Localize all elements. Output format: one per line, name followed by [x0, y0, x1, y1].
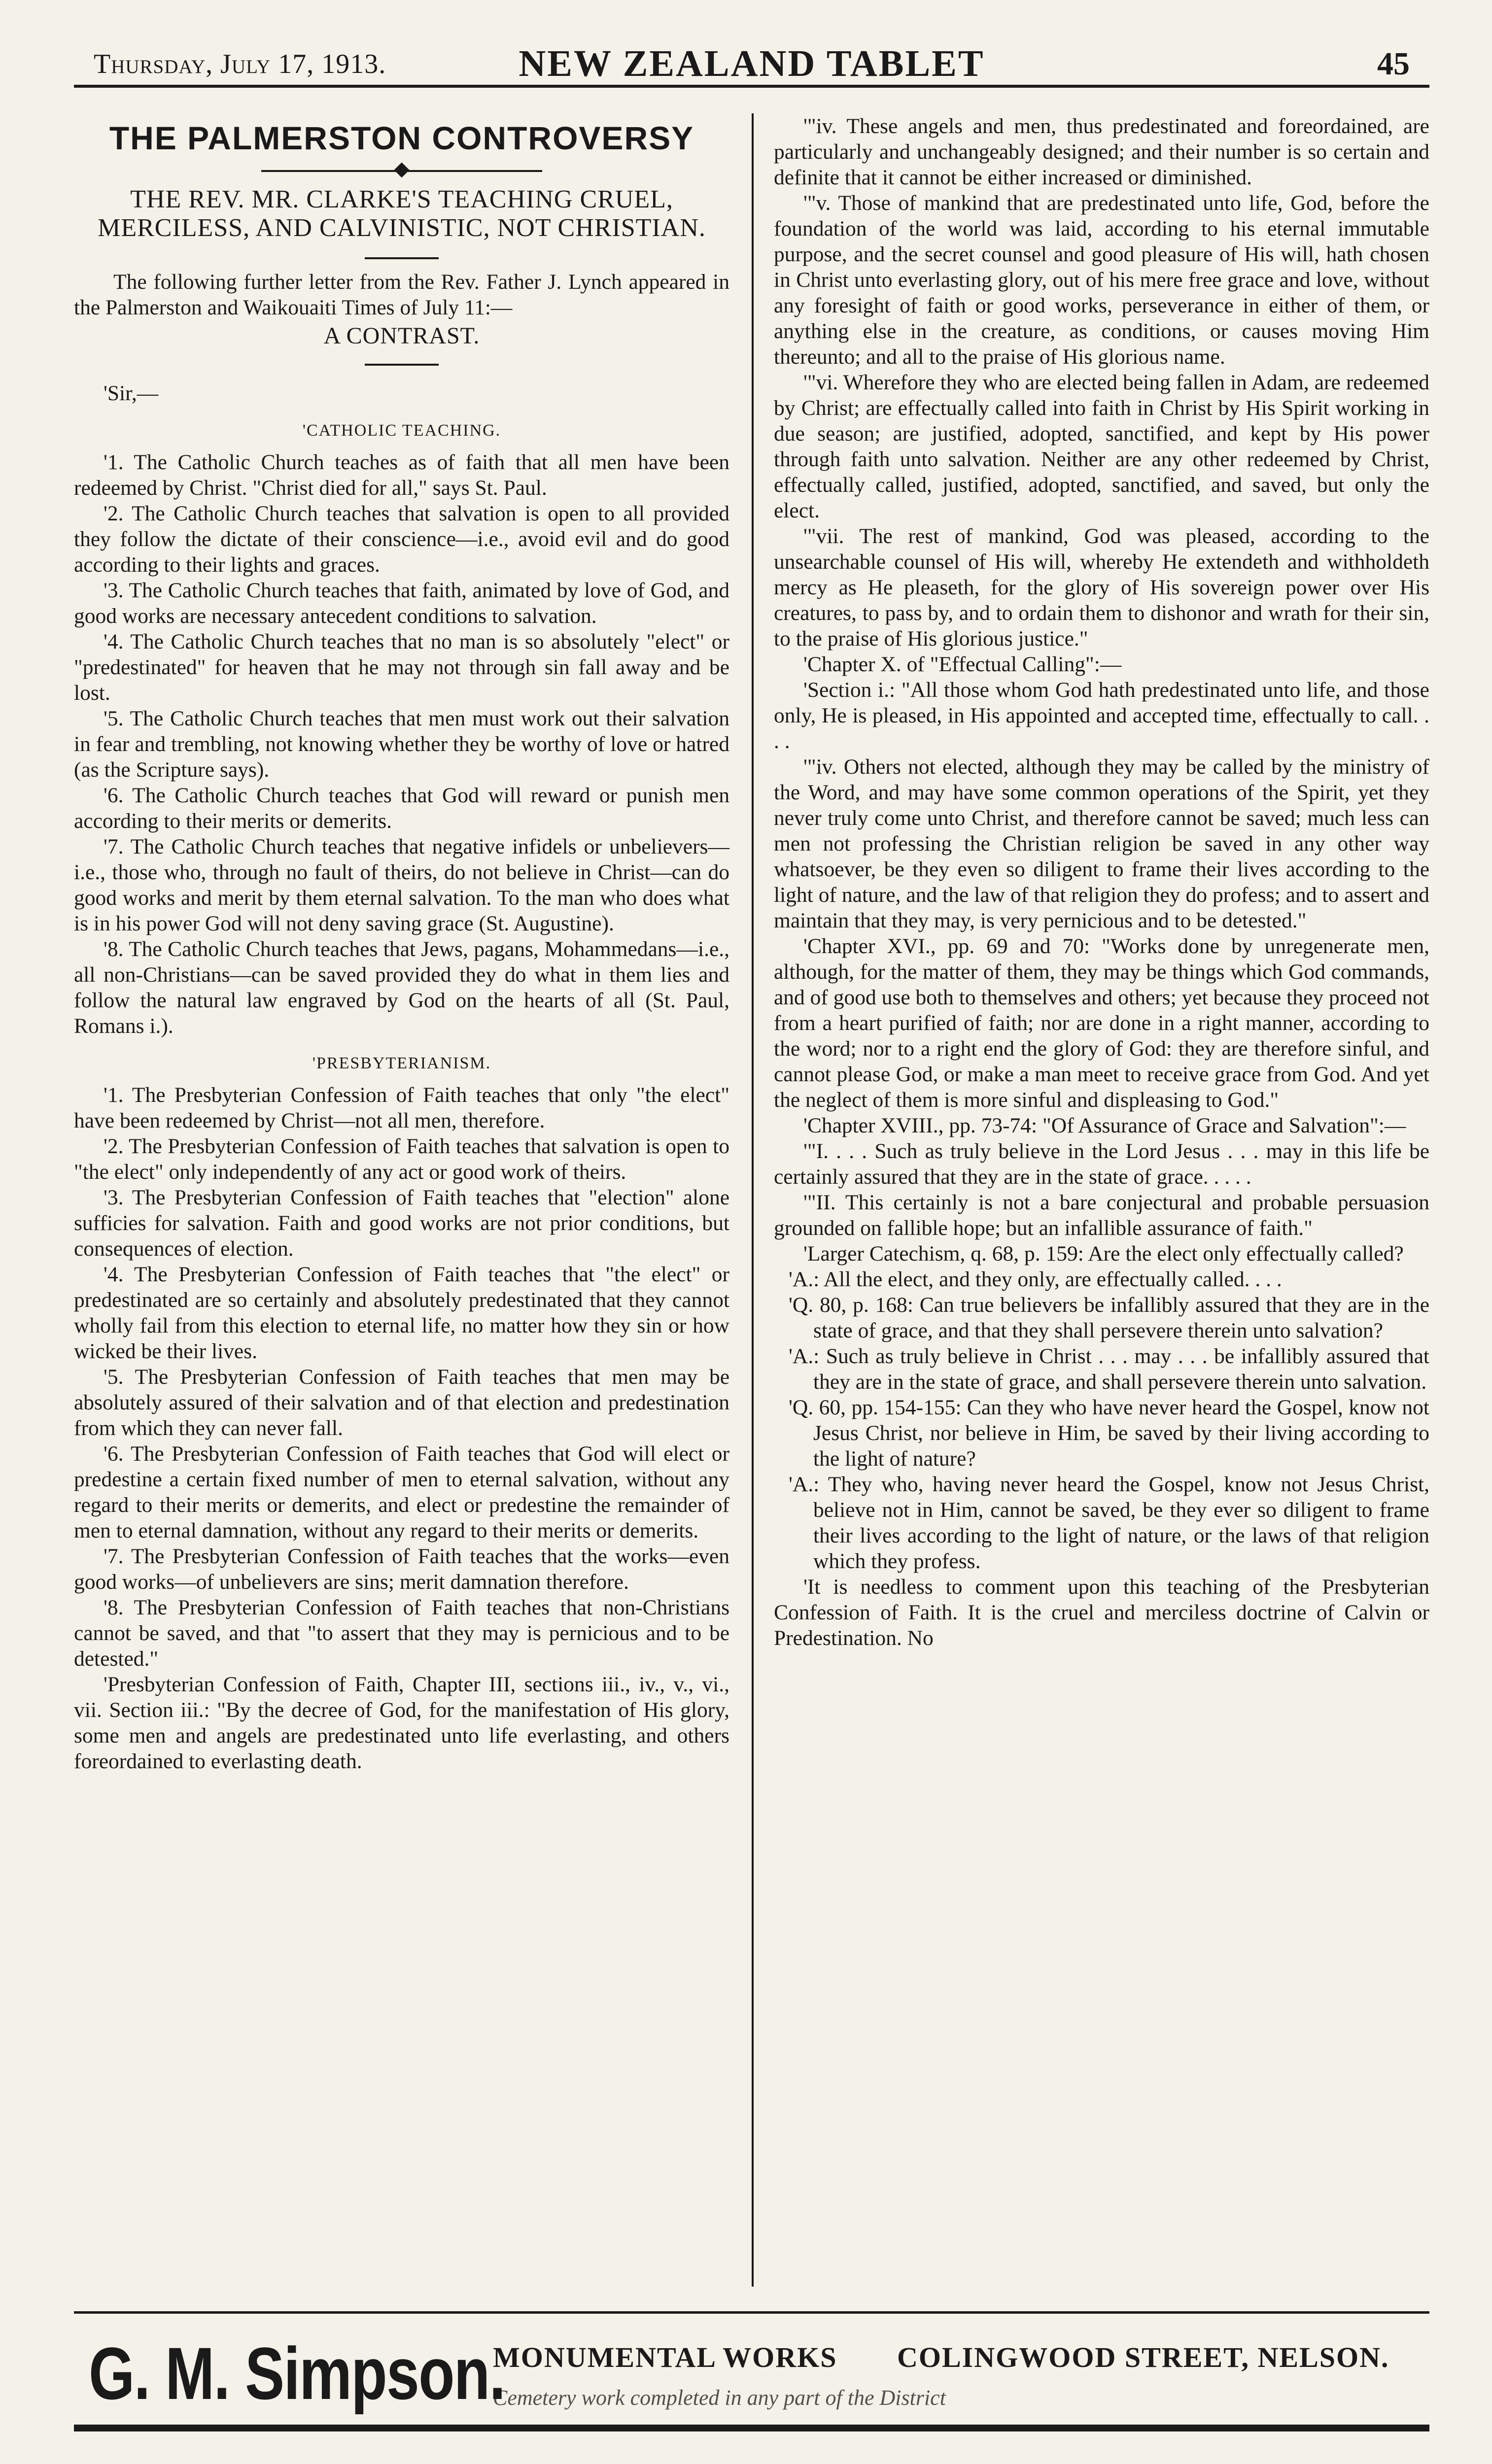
catholic-point: '7. The Catholic Church teaches that negative infidels or unbelievers—i.e., those who, through no fault of theirs, do not believe in Christ—can do good works and merit by them eternal salvation. To the man who does what is in his power God will not deny saving grace (St. Augustine).	[74, 835, 729, 935]
short-divider	[365, 364, 439, 366]
catholic-heading: 'CATHOLIC TEACHING.	[302, 421, 501, 440]
issue-date: Thursday, July 17, 1913.	[94, 49, 386, 79]
catholic-point: '8. The Catholic Church teaches that Jews, pagans, Mohammedans—i.e., all non-Christians—can be saved provided they do what in them lies and follow the natural law engraved by God on the hearts of all (St. Paul, Romans i.).	[74, 937, 729, 1038]
presbyterian-point: '1. The Presbyterian Confession of Faith teaches that only "the elect" have been redeemed by Christ—not all men, therefore.	[74, 1083, 729, 1132]
presbyterian-point: '6. The Presbyterian Confession of Faith teaches that God will elect or predestine a certain fixed number of men to eternal salvation, without any regard to their merits or demerits, and elect or predestine the remainder of men to eternal damnation, without any regard to their merits or demerits.	[74, 1442, 729, 1542]
advert-works: MONUMENTAL WORKS	[493, 2341, 837, 2373]
article-headline: THE PALMERSTON CONTROVERSY	[109, 120, 694, 156]
advertiser-name: G. M. Simpson.	[89, 2332, 505, 2415]
catholic-point: '3. The Catholic Church teaches that faith, animated by love of God, and good works are necessary antecedent conditions to salvation.	[74, 579, 729, 628]
page-number: 45	[1377, 46, 1410, 82]
catechism-answer: 'A.: They who, having never heard the Gospel, know not Jesus Christ, believe not in Him, cannot be saved, be they ever so diligent to frame their lives according to the light of nature, or the laws of that religion which they profess.	[789, 1472, 1429, 1573]
newspaper-page	[74, 39, 1429, 2464]
column-divider	[752, 113, 754, 2287]
advert-address: COLINGWOOD STREET, NELSON.	[897, 2341, 1389, 2373]
catechism-question: 'Larger Catechism, q. 68, p. 159: Are the elect only effectually called?	[803, 1242, 1404, 1266]
confession-section: '"II. This certainly is not a bare conjectural and probable persuasion grounded on fallible hope; but an infallible assurance of faith."	[774, 1191, 1429, 1240]
catechism-answer: 'A.: All the elect, and they only, are effectually called. . . .	[789, 1267, 1282, 1291]
confession-section: '"vii. The rest of mankind, God was pleased, according to the unsearchable counsel of His will, whereby He extendeth and withholdeth mercy as He pleaseth, for the glory of His sovereign power over His creatures, to pass by, and to ordain them to dishonor and wrath for their sin, to the praise of His glorious justice."	[774, 524, 1429, 650]
confession-section: '"iv. Others not elected, although they may be called by the ministry of the Word, and may have some common operations of the Spirit, yet they never truly come unto Christ, and therefore cannot be saved; much less can men not professing the Christian religion be saved in any other way whatsoever, be they even so diligent to frame their lives according to the light of nature, and the law of that religion they do profess; and to assert and maintain that they may, is very pernicious and to be detested."	[774, 755, 1429, 932]
confession-section: '"I. . . . Such as truly believe in the Lord Jesus . . . may in this life be certainly assured that they are in the state of grace. . . . .	[774, 1139, 1429, 1189]
closing-paragraph: 'It is needless to comment upon this teaching of the Presbyterian Confession of Faith. It is the cruel and merciless doctrine of Calvin or Predestination. No	[774, 1575, 1429, 1650]
masthead	[74, 39, 1429, 84]
catechism-answer: 'A.: Such as truly believe in Christ . . . may . . . be infallibly assured that they are in the state of grace, and shall persevere therein unto salvation.	[789, 1344, 1429, 1394]
catholic-point: '4. The Catholic Church teaches that no man is so absolutely "elect" or "predestinated" for heaven that he may not through sin fall away and be lost.	[74, 630, 729, 705]
presbyterian-point: '3. The Presbyterian Confession of Faith teaches that "election" alone sufficies for salvation. Faith and good works are not prior conditions, but consequences of election.	[74, 1186, 729, 1261]
presbyterian-heading: 'PRESBYTERIANISM.	[312, 1054, 491, 1072]
catholic-point: '1. The Catholic Church teaches as of faith that all men have been redeemed by Christ. "Christ died for all," says St. Paul.	[74, 450, 729, 500]
masthead-rule	[74, 85, 1429, 88]
advert-bottom-rule	[74, 2425, 1429, 2431]
catholic-point: '5. The Catholic Church teaches that men must work out their salvation in fear and trembling, not knowing whether they be worthy of love or hatred (as the Scripture says).	[74, 707, 729, 782]
article-intro: The following further letter from the Rev. Father J. Lynch appeared in the Palmerston and Waikouaiti Times of July 11:—	[74, 270, 729, 319]
catholic-point: '2. The Catholic Church teaches that salvation is open to all provided they follow the dictate of their conscience—i.e., avoid evil and do good according to their lights and graces.	[74, 502, 729, 577]
diamond-ornament-icon	[394, 162, 409, 177]
diamond-divider	[74, 161, 729, 180]
article-subhead: THE REV. MR. CLARKE'S TEACHING CRUEL, MERCILESS, AND CALVINISTIC, NOT CHRISTIAN.	[98, 185, 706, 242]
confession-section: 'Section i.: "All those whom God hath predestinated unto life, and those only, He is pleased, in His appointed and accepted time, effectually to call. . . .	[774, 678, 1429, 753]
presbyterian-point: '2. The Presbyterian Confession of Faith teaches that salvation is open to "the elect" only independently of any act or good work of theirs.	[74, 1134, 729, 1184]
salutation: 'Sir,—	[104, 381, 159, 405]
confession-section: 'Chapter XVIII., pp. 73-74: "Of Assurance of Grace and Salvation":—	[803, 1114, 1406, 1137]
presbyterian-point: '7. The Presbyterian Confession of Faith teaches that the works—even good works—of unbelievers are sins; merit damnation therefore.	[74, 1544, 729, 1594]
presbyterian-point: '4. The Presbyterian Confession of Faith teaches that "the elect" or predestinated are so certainly and absolutely predestinated that they cannot wholly fail from this election to eternal life, no matter how they sin or how wicked be their lives.	[74, 1263, 729, 1363]
catechism-question: 'Q. 80, p. 168: Can true believers be infallibly assured that they are in the state of grace, and that they shall persevere therein unto salvation?	[789, 1293, 1429, 1342]
confession-section: 'Chapter X. of "Effectual Calling":—	[803, 652, 1122, 676]
advert-top-rule	[74, 2311, 1429, 2314]
short-divider	[365, 257, 439, 259]
advertisement	[74, 2311, 1429, 2459]
advert-tagline: Cemetery work completed in any part of the District	[493, 2386, 946, 2410]
newspaper-title: NEW ZEALAND TABLET	[519, 43, 985, 84]
presbyterian-point: 'Presbyterian Confession of Faith, Chapter III, sections iii., iv., v., vi., vii. Section iii.: "By the decree of God, for the manifestation of His glory, some men and angels are predestinated unto life everlasting, and others foreordained to everlasting death.	[74, 1673, 729, 1773]
confession-section: '"vi. Wherefore they who are elected being fallen in Adam, are redeemed by Christ; are effectually called into faith in Christ by His Spirit working in due season; are justified, adopted, sanctified, and kept by His power through faith unto salvation. Neither are any other redeemed by Christ, effectually called, justified, adopted, sanctified, and saved, but only the elect.	[774, 371, 1429, 522]
catechism-question: 'Q. 60, pp. 154-155: Can they who have never heard the Gospel, know not Jesus Christ, nor believe in Him, be saved by their living according to the light of nature?	[789, 1396, 1429, 1471]
confession-section: 'Chapter XVI., pp. 69 and 70: "Works done by unregenerate men, although, for the matter of them, they may be things which God commands, and of good use both to themselves and others; yet because they proceed not from a heart purified of faith; nor are done in a right manner, according to the word; nor to a right end the glory of God: they are therefore sinful, and cannot please God, or make a man meet to receive grace from God. And yet the neglect of them is more sinful and displeasing to God."	[774, 934, 1429, 1112]
confession-section: '"v. Those of mankind that are predestinated unto life, God, before the foundation of the world was laid, according to his eternal immutable purpose, and the secret counsel and good pleasure of His will, hath chosen in Christ unto everlasting glory, out of his mere free grace and love, without any foresight of faith or good works, perseverance in either of them, or anything else in the creature, as conditions, or causes moving Him thereunto; and all to the praise of His glorious name.	[774, 191, 1429, 369]
catholic-point: '6. The Catholic Church teaches that God will reward or punish men according to their merits or demerits.	[74, 784, 729, 833]
left-column	[74, 113, 729, 1774]
confession-section: '"iv. These angels and men, thus predestinated and foreordained, are particularly and unchangeably designed; and their number is so certain and definite that it cannot be either increased or diminished.	[774, 114, 1429, 189]
advert-business-line	[493, 2341, 1389, 2374]
right-column	[774, 113, 1429, 1651]
presbyterian-point: '5. The Presbyterian Confession of Faith teaches that men may be absolutely assured of their salvation and of that election and predestination from which they can never fall.	[74, 1365, 729, 1440]
section-title: A CONTRAST.	[323, 323, 480, 349]
presbyterian-point: '8. The Presbyterian Confession of Faith teaches that non-Christians cannot be saved, and that "to assert that they may is pernicious and to be detested."	[74, 1596, 729, 1671]
